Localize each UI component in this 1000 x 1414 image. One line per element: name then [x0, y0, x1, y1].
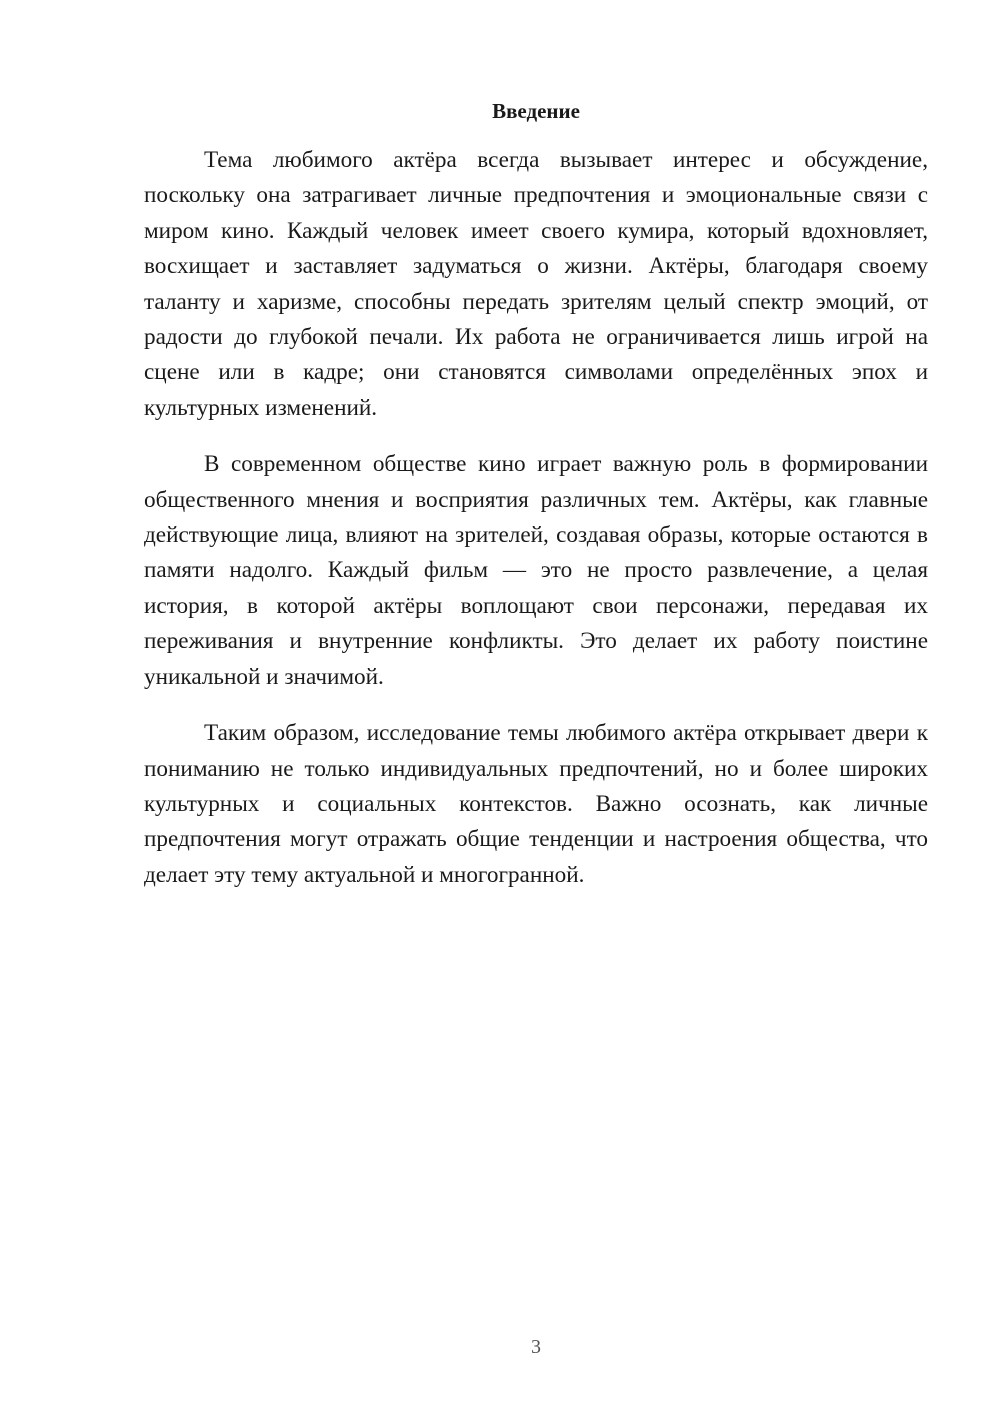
page-number: 3 — [531, 1336, 541, 1358]
paragraph-2: В современном обществе кино играет важную роль в формировании общественного мнения и восприятия различных тем. Актёры, как главные действующие лица, влияют на зрителей, создавая образы, которые остаются в памяти надолго. Каждый фильм — это не просто развлечение, а целая история, в которой актёры воплощают свои персонажи, передавая их переживания и внутренние конфликты. Это делает их работу поистине уникальной и значимой. — [144, 451, 928, 690]
paragraph-3: Таким образом, исследование темы любимого актёра открывает двери к пониманию не только индивидуальных предпочтений, но и более широких культурных и социальных контекстов. Важно осознать, как личные предпочтения могут отражать общие тенденции и настроения общества, что делает эту тему актуальной и многогранной. — [144, 720, 928, 888]
paragraph-1: Тема любимого актёра всегда вызывает интерес и обсуждение, поскольку она затрагивает личные предпочтения и эмоциональные связи с миром кино. Каждый человек имеет своего кумира, который вдохновляет, восхищает и заставляет задуматься о жизни. Актёры, благодаря своему таланту и харизме, способны передать зрителям целый спектр эмоций, от радости до глубокой печали. Их работа не ограничивается лишь игрой на сцене или в кадре; они становятся символами определённых эпох и культурных изменений. — [144, 147, 928, 421]
document-body — [144, 143, 928, 914]
section-title: Введение — [492, 99, 580, 123]
